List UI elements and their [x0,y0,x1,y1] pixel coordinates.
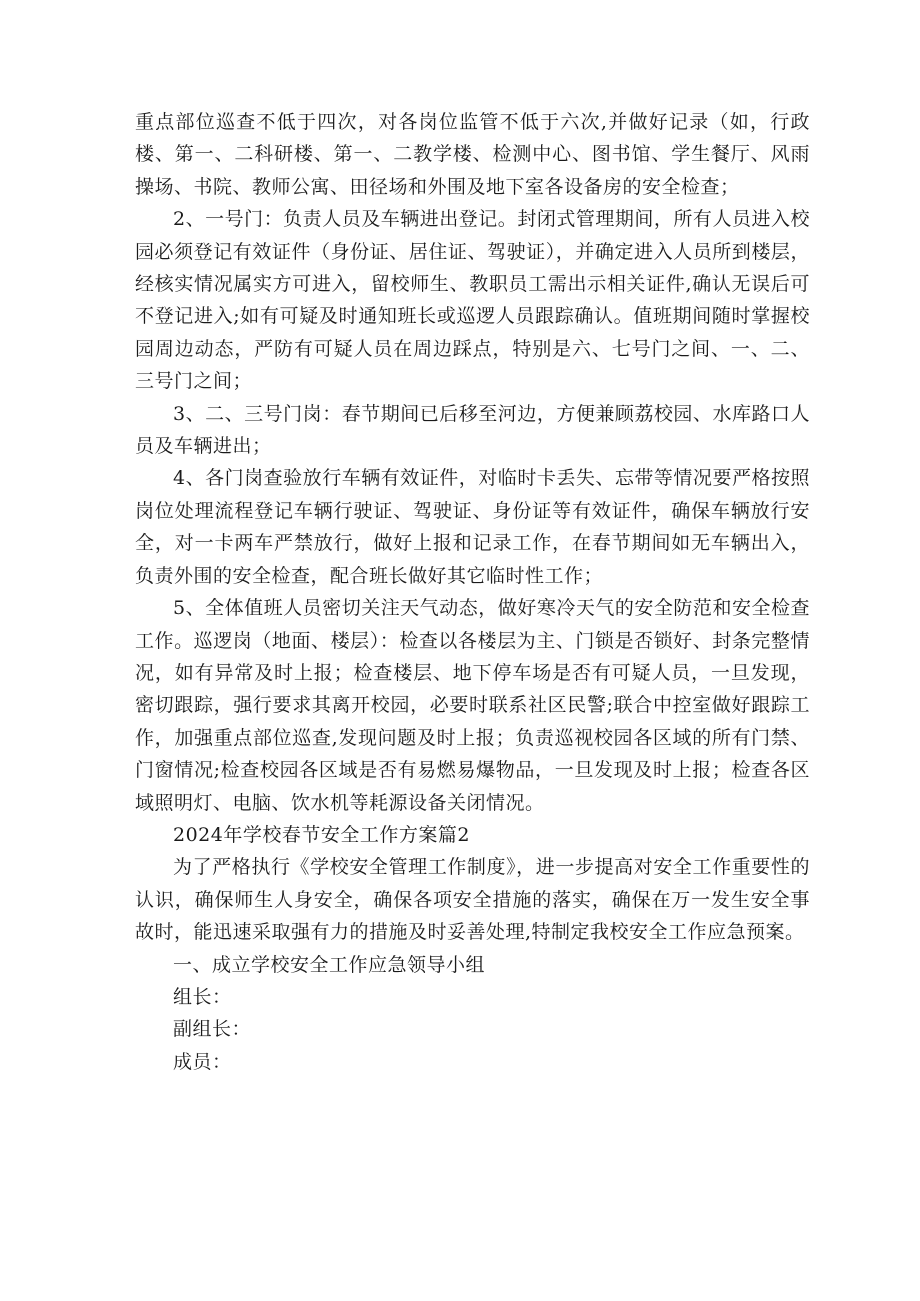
paragraph-item-5: 5、全体值班人员密切关注天气动态，做好寒冷天气的安全防范和安全检查工作。巡逻岗（地面、楼层）：检查以各楼层为主、门锁是否锁好、封条完整情况，如有异常及时上报；检查楼层、地下停车场是否有可疑人员，一旦发现，密切跟踪，强行要求其离开校园，必要时联系社区民警;联合中控室做好跟踪工作，加强重点部位巡查,发现问题及时上报；负责巡视校园各区域的所有门禁、门窗情况;检查校园各区域是否有易燃易爆物品，一旦发现及时上报；检查各区域照明灯、电脑、饮水机等耗源设备关闭情况。 [135,597,810,814]
subsection-heading: 一、成立学校安全工作应急领导小组 [173,953,486,976]
paragraph-item-3: 3、二、三号门岗：春节期间已后移至河边，方便兼顾荔校园、水库路口人员及车辆进出； [135,402,810,458]
paragraph-intro: 为了严格执行《学校安全管理工作制度》，进一步提高对安全工作重要性的认识，确保师生人身安全，确保各项安全措施的落实，确保在万一发生安全事故时，能迅速采取强有力的措施及时妥善处理,特制定我校安全工作应急预案。 [135,856,810,944]
paragraph-item-4: 4、各门岗查验放行车辆有效证件，对临时卡丢失、忘带等情况要严格按照岗位处理流程登记车辆行驶证、驾驶证、身份证等有效证件，确保车辆放行安全，对一卡两车严禁放行，做好上报和记录工作，在春节期间如无车辆出入，负责外围的安全检查，配合班长做好其它临时性工作； [135,467,810,587]
group-leader-line: 组长： [173,985,232,1008]
members-line: 成员： [173,1050,232,1073]
paragraph-continued: 重点部位巡查不低于四次，对各岗位监管不低于六次,并做好记录（如，行政楼、第一、二科研楼、第一、二教学楼、检测中心、图书馆、学生餐厅、风雨操场、书院、教师公寓、田径场和外围及地下室各设备房的安全检查； [135,111,810,198]
section-title: 2024年学校春节安全工作方案篇2 [173,823,470,846]
paragraph-item-2: 2、一号门：负责人员及车辆进出登记。封闭式管理期间，所有人员进入校园必须登记有效证件（身份证、居住证、驾驶证），并确定进入人员所到楼层，经核实情况属实方可进入，留校师生、教职员工需出示相关证件,确认无误后可不登记进入;如有可疑及时通知班长或巡逻人员跟踪确认。值班期间随时掌握校园周边动态，严防有可疑人员在周边踩点，特别是六、七号门之间、一、二、三号门之间； [135,208,810,393]
deputy-leader-line: 副组长： [173,1018,252,1041]
